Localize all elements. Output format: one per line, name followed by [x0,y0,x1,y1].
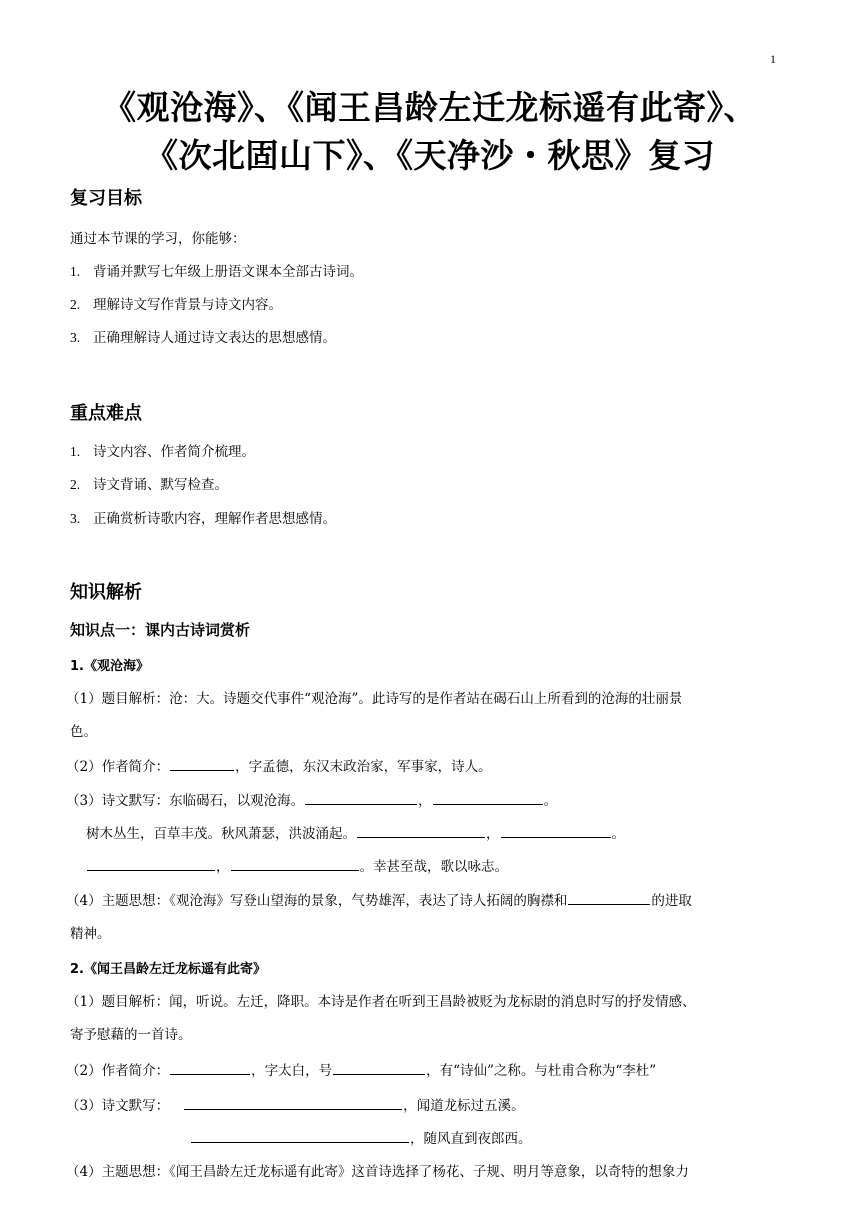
poem-1-recite-line-3 [86,855,508,875]
fill-blank [170,1062,250,1075]
fill-blank [568,892,650,905]
poem-1-title-analysis-cont: 色。 [70,724,97,740]
fill-blank [433,792,543,805]
line-text: 。 [543,793,558,809]
fill-blank [191,1130,409,1143]
fill-blank [184,1097,402,1110]
line-text: ， [418,793,432,809]
item-text: 诗文背诵、默写检查。 [93,477,228,493]
poem-1-recite-line-1 [66,789,557,809]
title-line-1: 《观沧海》、《闻王昌龄左迁龙标遥有此寄》、 [103,88,757,127]
line-text: 。 [611,826,625,842]
line-text: （2）作者简介： [66,759,170,775]
knowledge-point-1-heading: 知识点一：课内古诗词赏析 [70,621,251,639]
knowledge-heading: 知识解析 [70,582,142,603]
goals-item-1 [70,260,363,280]
poem-2-recite-line-2 [190,1127,532,1147]
line-text: ，有“诗仙”之称。与杜甫合称为“李杜” [426,1063,657,1079]
item-number: 3. [70,511,81,526]
poem-1-heading: 1.《观沧海》 [70,659,149,674]
item-text: 背诵并默写七年级上册语文课本全部古诗词。 [93,264,363,280]
line-text: ，字孟德，东汉末政治家，军事家，诗人。 [235,759,492,775]
poem-2-title-analysis: （1）题目解析：闻，听说。左迁，降职。本诗是作者在听到王昌龄被贬为龙标尉的消息时写的抒发情感、 [66,994,696,1010]
line-text: （2）作者简介： [66,1063,170,1079]
item-number: 2. [70,297,81,312]
line-text: （3）诗文默写：东临碣石，以观沧海。 [66,793,305,809]
poem-1-title-analysis: （1）题目解析：沧：大。诗题交代事件“观沧海”。此诗写的是作者站在碣石山上所看到的沧海的壮丽景 [66,691,683,707]
poem-2-recite-line-1 [66,1094,525,1114]
item-text: 理解诗文写作背景与诗文内容。 [93,297,282,313]
item-number: 2. [70,477,81,492]
item-text: 正确理解诗人通过诗文表达的思想感情。 [93,330,336,346]
poem-2-author-line [66,1059,656,1079]
page-number: 1 [770,52,776,66]
fill-blank [333,1062,425,1075]
line-text: （4）主题思想：《观沧海》写登山望海的景象，气势雄浑，表达了诗人拓阔的胸襟和 [66,893,568,909]
line-text: ，随风直到夜郎西。 [410,1131,532,1147]
item-number: 1. [70,264,81,279]
line-text: 。幸甚至哉，歌以咏志。 [359,859,508,875]
goals-item-3 [70,326,336,346]
item-number: 1. [70,444,81,459]
line-text: ，闻道龙标过五溪。 [403,1098,525,1114]
poem-2-title-analysis-cont: 寄予慰藉的一首诗。 [70,1027,192,1043]
document-title [40,84,820,180]
line-text: ，字太白，号 [251,1063,333,1079]
poem-1-theme-line [66,889,692,909]
fill-blank [501,825,611,838]
line-text: 树木丛生，百草丰茂。秋风萧瑟，洪波涌起。 [86,826,356,842]
poem-1-author-line [66,755,492,775]
fill-blank [170,758,234,771]
line-text: ， [486,826,500,842]
item-text: 诗文内容、作者简介梳理。 [93,444,255,460]
poem-2-heading: 2.《闻王昌龄左迁龙标遥有此寄》 [70,962,266,977]
line-text: ， [216,859,230,875]
fill-blank [87,858,215,871]
key-point-item-1 [70,440,255,460]
poem-2-theme-line: （4）主题思想：《闻王昌龄左迁龙标遥有此寄》这首诗选择了杨花、子规、明月等意象，以奇特的想象力 [66,1164,689,1180]
poem-1-recite-line-2 [86,822,625,842]
item-text: 正确赏析诗歌内容，理解作者思想感情。 [93,511,336,527]
fill-blank [305,792,417,805]
goals-intro: 通过本节课的学习，你能够： [70,231,246,247]
key-point-item-2 [70,473,228,493]
line-text: 的进取 [651,893,692,909]
item-number: 3. [70,330,81,345]
key-points-heading: 重点难点 [70,403,142,424]
poem-1-theme-cont: 精神。 [70,926,111,942]
title-line-2: 《次北固山下》、《天净沙・秋思》复习 [145,136,715,175]
line-text: （3）诗文默写： [66,1098,170,1114]
key-point-item-3 [70,507,336,527]
fill-blank [231,858,359,871]
fill-blank [357,825,485,838]
goals-heading: 复习目标 [70,188,142,209]
goals-item-2 [70,293,282,313]
